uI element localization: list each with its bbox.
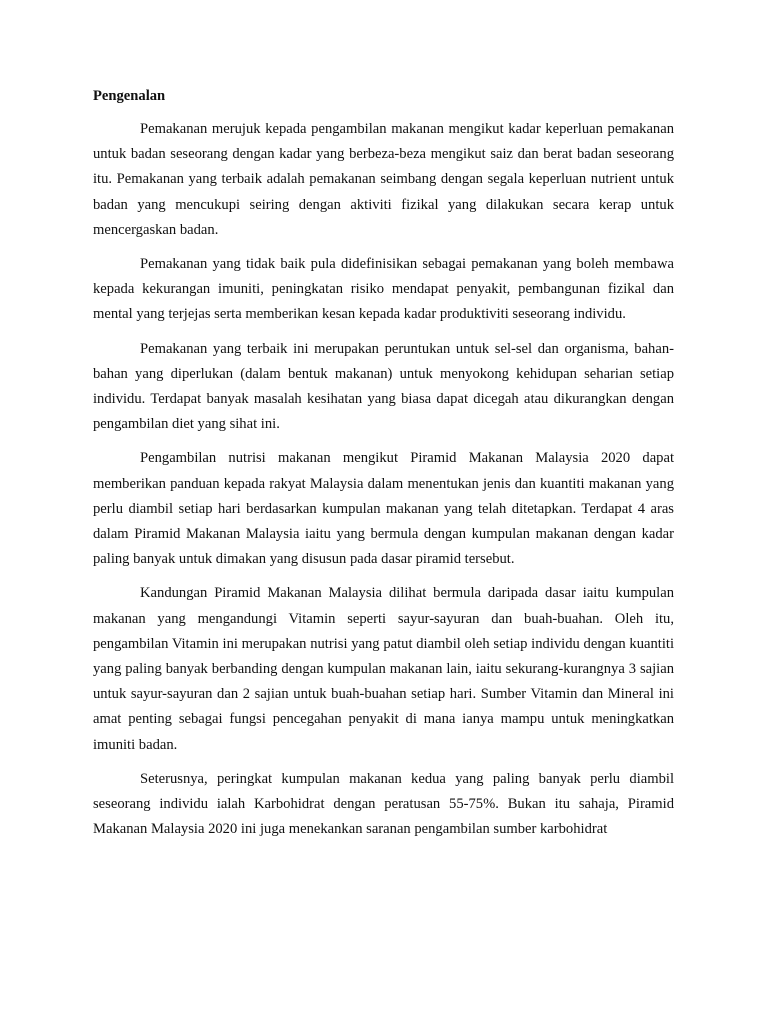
paragraph-3: Pemakanan yang terbaik ini merupakan peruntukan untuk sel-sel dan organisma, bahan-bahan yang diperlukan (dalam bentuk makanan) untuk menyokong kehidupan seharian setiap individu. Terdapat banyak masalah kesihatan yang biasa dapat dicegah atau dikurangkan dengan pengambilan diet yang sihat ini. [93, 340, 674, 433]
paragraph-2: Pemakanan yang tidak baik pula didefinisikan sebagai pemakanan yang boleh membawa kepada kekurangan imuniti, peningkatan risiko mendapat penyakit, pembangunan fizikal dan mental yang terjejas serta memberikan kesan kepada kadar produktiviti seseorang individu. [93, 256, 674, 323]
document-body [93, 86, 674, 851]
paragraph-6: Seterusnya, peringkat kumpulan makanan kedua yang paling banyak perlu diambil seseorang individu ialah Karbohidrat dengan peratusan 55-75%. Bukan itu sahaja, Piramid Makanan Malaysia 2020 ini juga menekankan saranan pengambilan sumber karbohidrat [93, 770, 674, 838]
paragraph-1: Pemakanan merujuk kepada pengambilan makanan mengikut kadar keperluan pemakanan untuk badan seseorang dengan kadar yang berbeza-beza mengikut saiz dan berat badan seseorang itu. Pemakanan yang terbaik adalah pemakanan seimbang dengan segala keperluan nutrient untuk badan yang mencukupi seiring dengan aktiviti fizikal yang dilakukan secara kerap untuk mencergaskan badan. [93, 121, 674, 238]
section-heading: Pengenalan [93, 88, 166, 104]
paragraph-4: Pengambilan nutrisi makanan mengikut Piramid Makanan Malaysia 2020 dapat memberikan panduan kepada rakyat Malaysia dalam menentukan jenis dan kuantiti makanan yang perlu diambil setiap hari berdasarkan kumpulan makanan yang telah ditetapkan. Terdapat 4 aras dalam Piramid Makanan Malaysia iaitu yang bermula dengan kumpulan makanan dengan kadar paling banyak untuk dimakan yang disusun pada dasar piramid tersebut. [93, 450, 674, 568]
paragraph-5: Kandungan Piramid Makanan Malaysia dilihat bermula daripada dasar iaitu kumpulan makanan yang mengandungi Vitamin seperti sayur-sayuran dan buah-buahan. Oleh itu, pengambilan Vitamin ini merupakan nutrisi yang patut diambil oleh setiap individu dengan kuantiti yang paling banyak berbanding dengan kumpulan makanan lain, iaitu sekurang-kurangnya 3 sajian untuk sayur-sayuran dan 2 sajian untuk buah-buahan setiap hari. Sumber Vitamin dan Mineral ini amat penting sebagai fungsi pencegahan penyakit di mana ianya mampu untuk meningkatkan imuniti badan. [93, 585, 674, 753]
